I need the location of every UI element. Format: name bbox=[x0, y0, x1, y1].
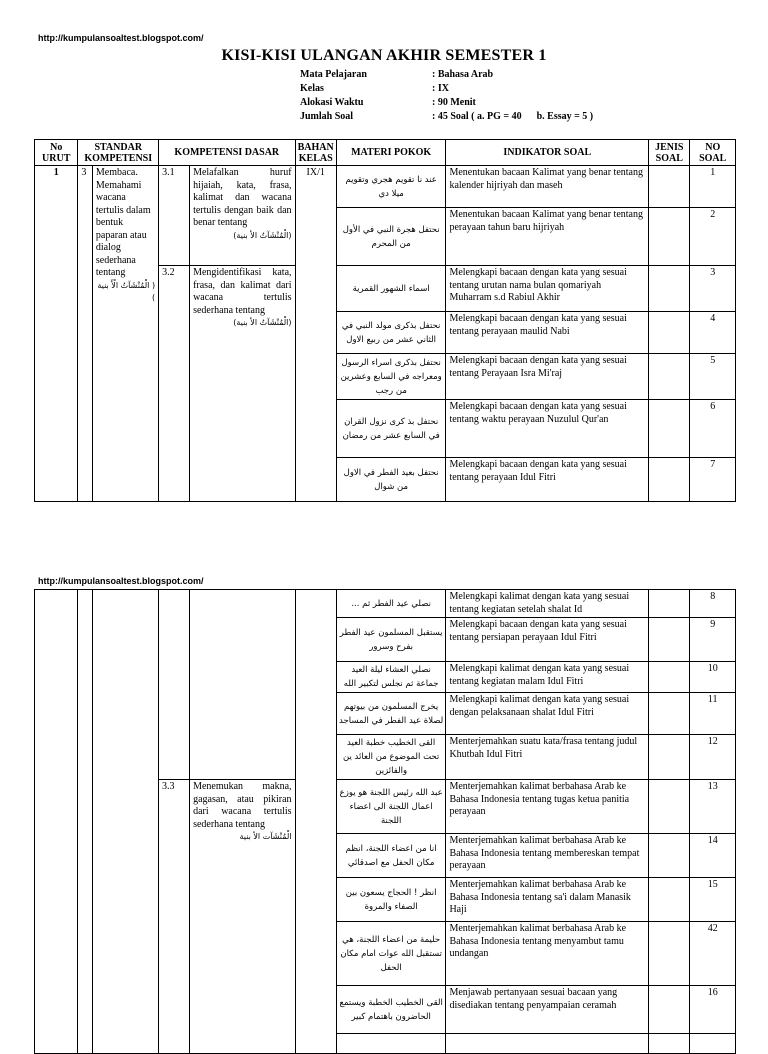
no-soal-cell: 2 bbox=[690, 208, 736, 266]
indikator-cell: Menterjemahkan kalimat berbahasa Arab ke Bahasa Indonesia tentang sa'i dalam Manasik Haji bbox=[446, 878, 649, 922]
kd1-text-cell bbox=[190, 166, 295, 266]
jenis-soal-cell bbox=[649, 208, 690, 266]
jenis-soal-cell bbox=[649, 166, 690, 208]
no-soal-cell: 1 bbox=[690, 166, 736, 208]
jenis-soal-cell bbox=[649, 662, 690, 693]
no-soal-cell bbox=[690, 1034, 736, 1054]
materi-cell: نحتفل بذ كرى نزول القران في السابع عشر من رمضان bbox=[336, 400, 446, 458]
no-soal-cell: 13 bbox=[690, 780, 736, 834]
kd1-number-cell: 3.1 bbox=[159, 166, 190, 266]
indikator-cell: Menentukan bacaan Kalimat yang benar tentang kalender hijriyah dan maseh bbox=[446, 166, 649, 208]
bahan-kelas-cell: IX/1 bbox=[295, 166, 336, 502]
materi-cell: انا من اعضاء اللجنة، انظم مكان الحفل مع اصدقائي bbox=[336, 834, 446, 878]
materi-cell: نحتفل بذكرى مولد النبي في الثاني عشر من ربيع الاول bbox=[336, 312, 446, 354]
materi-cell: القى الخطيب خطبة العيد تحت الموضوع من العائد ين والفائزين bbox=[336, 735, 446, 780]
no-soal-cell: 6 bbox=[690, 400, 736, 458]
kd3-text-cell bbox=[190, 780, 295, 1054]
meta-row-class bbox=[300, 82, 593, 96]
jenis-soal-cell bbox=[649, 780, 690, 834]
jenis-soal-cell bbox=[649, 878, 690, 922]
materi-cell: اسماء الشهور القمرية bbox=[336, 266, 446, 312]
indikator-cell: Melengkapi bacaan dengan kata yang sesuai tentang urutan nama bulan qomariyah Muharram s.d Rabiul Akhir bbox=[446, 266, 649, 312]
jenis-soal-cell bbox=[649, 354, 690, 400]
kisi-kisi-table-page1 bbox=[34, 139, 736, 502]
jenis-soal-cell bbox=[649, 1034, 690, 1054]
meta-value: : Bahasa Arab bbox=[432, 69, 494, 80]
indikator-cell: Melengkapi bacaan dengan kata yang sesuai tentang persiapan perayaan Idul Fitri bbox=[446, 618, 649, 662]
document-meta bbox=[300, 68, 593, 124]
materi-cell: يستقبل المسلمون عيد الفطر بفرح وسرور bbox=[336, 618, 446, 662]
indikator-cell: Menterjemahkan kalimat berbahasa Arab ke Bahasa Indonesia tentang membereskan tempat perayaan bbox=[446, 834, 649, 878]
meta-label: Alokasi Waktu bbox=[300, 97, 364, 108]
indikator-cell: Menentukan bacaan Kalimat yang benar tentang perayaan tahun baru hijriyah bbox=[446, 208, 649, 266]
jenis-soal-cell bbox=[649, 735, 690, 780]
indikator-cell: Menterjemahkan kalimat berbahasa Arab ke Bahasa Indonesia tentang menyambut tamu undangan bbox=[446, 922, 649, 986]
jenis-soal-cell bbox=[649, 590, 690, 618]
meta-label: Kelas bbox=[300, 83, 324, 94]
kd3-text: Menemukan makna, gagasan, atau pikiran dari wacana tertulis sederhana tentang bbox=[193, 781, 292, 830]
no-soal-cell: 9 bbox=[690, 618, 736, 662]
materi-cell: القى الخطيب الخطبة ويستمع الحاضرون باهتمام كبير bbox=[336, 986, 446, 1034]
indikator-cell: Melengkapi kalimat dengan kata yang sesuai tentang kegiatan malam Idul Fitri bbox=[446, 662, 649, 693]
jenis-soal-cell bbox=[649, 986, 690, 1034]
sk-number-cell bbox=[78, 590, 92, 1054]
no-soal-cell: 42 bbox=[690, 922, 736, 986]
no-urut-cell: 1 bbox=[35, 166, 78, 502]
kd2-arabic-text: (الْمُنْشَآتُ الأ بنية) bbox=[233, 318, 292, 327]
kd2-text: Mengidentifikasi kata, frasa, dan kalimat dari wacana tertulis sederhana tentang bbox=[193, 267, 292, 316]
indikator-cell: Melengkapi kalimat dengan kata yang sesuai dengan pelaksanaan shalat Idul Fitri bbox=[446, 693, 649, 735]
header-indikator-soal: INDIKATOR SOAL bbox=[446, 140, 649, 166]
no-soal-cell: 10 bbox=[690, 662, 736, 693]
sk-number-cell: 3 bbox=[78, 166, 92, 502]
no-urut-cell bbox=[35, 590, 78, 1054]
materi-cell bbox=[336, 1034, 446, 1054]
materi-cell: عبد الله رئيس اللجنة هو يوزع اعمال اللجنة الى اعضاء اللجنة bbox=[336, 780, 446, 834]
materi-cell: نحتفل بعيد الفطر في الاول من شوال bbox=[336, 458, 446, 502]
no-soal-cell: 5 bbox=[690, 354, 736, 400]
indikator-cell: Menjawab pertanyaan sesuai bacaan yang disediakan tentang penyampaian ceramah bbox=[446, 986, 649, 1034]
jenis-soal-cell bbox=[649, 458, 690, 502]
no-soal-cell: 8 bbox=[690, 590, 736, 618]
meta-row-subject bbox=[300, 68, 593, 82]
jenis-soal-cell bbox=[649, 312, 690, 354]
indikator-cell: Melengkapi bacaan dengan kata yang sesuai tentang perayaan maulid Nabi bbox=[446, 312, 649, 354]
sk-text-cell bbox=[92, 166, 158, 502]
indikator-cell: Melengkapi bacaan dengan kata yang sesuai tentang perayaan Idul Fitri bbox=[446, 458, 649, 502]
meta-row-count bbox=[300, 110, 593, 124]
no-soal-cell: 16 bbox=[690, 986, 736, 1034]
no-soal-cell: 11 bbox=[690, 693, 736, 735]
materi-cell: نحتفل بذكرى اسراء الرسول ومعراجه في السابع وعشرين من رجب bbox=[336, 354, 446, 400]
kd2-text-cell bbox=[190, 266, 295, 502]
no-soal-cell: 4 bbox=[690, 312, 736, 354]
meta-row-time bbox=[300, 96, 593, 110]
no-soal-cell: 3 bbox=[690, 266, 736, 312]
meta-value: : 45 Soal ( a. PG = 40 b. Essay = 5 ) bbox=[432, 111, 594, 122]
header-materi-pokok: MATERI POKOK bbox=[336, 140, 446, 166]
indikator-cell: Melengkapi bacaan dengan kata yang sesuai tentang Perayaan Isra Mi'raj bbox=[446, 354, 649, 400]
materi-cell: نحتفل هجرة النبي في الأول من المحرم bbox=[336, 208, 446, 266]
materi-cell: نصلي عيد الفطر ثم ... bbox=[336, 590, 446, 618]
no-soal-cell: 15 bbox=[690, 878, 736, 922]
sk-text: Membaca. Memahami wacana tertulis dalam bentuk paparan atau dialog sederhana tentang bbox=[95, 167, 151, 278]
header-no-urut: No URUT bbox=[35, 140, 78, 166]
jenis-soal-cell bbox=[649, 266, 690, 312]
sk-arabic-text: ( الْمُنْشَآتُ الْأَ بنية ) bbox=[97, 280, 156, 302]
header-kompetensi-dasar: KOMPETENSI DASAR bbox=[159, 140, 295, 166]
source-url-page2[interactable]: http://kumpulansoaltest.blogspot.com/ bbox=[38, 576, 204, 586]
meta-label: Jumlah Soal bbox=[300, 111, 354, 122]
indikator-cell: Menterjemahkan kalimat berbahasa Arab ke Bahasa Indonesia tentang tugas ketua panitia perayaan bbox=[446, 780, 649, 834]
kd3-number-cell: 3.3 bbox=[159, 780, 190, 1054]
sk-text-cell bbox=[92, 590, 158, 1054]
indikator-cell: Melengkapi kalimat dengan kata yang sesuai tentang kegiatan setelah shalat Id bbox=[446, 590, 649, 618]
kd1-arabic-text: (الْمُنْشَآتُ الأ بنية) bbox=[233, 230, 292, 240]
kd1-text: Melafalkan huruf hijaiah, kata, frasa, kalimat dan wacana tertulis dengan baik dan benar tentang bbox=[193, 167, 292, 228]
materi-cell: عند نا تقويم هجري وتقويم ميلا دي bbox=[336, 166, 446, 208]
header-bahan-kelas: BAHAN KELAS bbox=[295, 140, 336, 166]
kd3-arabic-text: الْمُنْشَآت الأ بنية bbox=[239, 832, 292, 841]
indikator-cell bbox=[446, 1034, 649, 1054]
no-soal-cell: 12 bbox=[690, 735, 736, 780]
jenis-soal-cell bbox=[649, 693, 690, 735]
kisi-kisi-table-page2 bbox=[34, 589, 736, 1054]
source-url[interactable]: http://kumpulansoaltest.blogspot.com/ bbox=[38, 33, 204, 43]
no-soal-cell: 14 bbox=[690, 834, 736, 878]
bahan-kelas-cell bbox=[295, 590, 336, 1054]
meta-value: : 90 Menit bbox=[432, 97, 476, 108]
materi-cell: نصلي العشاء ليلة العيد جماعة ثم نجلس لتكبير الله bbox=[336, 662, 446, 693]
jenis-soal-cell bbox=[649, 618, 690, 662]
indikator-cell: Melengkapi bacaan dengan kata yang sesuai tentang waktu perayaan Nuzulul Qur'an bbox=[446, 400, 649, 458]
kd-text-cell bbox=[190, 590, 295, 780]
no-soal-cell: 7 bbox=[690, 458, 736, 502]
meta-label: Mata Pelajaran bbox=[300, 69, 367, 80]
document-title: KISI-KISI ULANGAN AKHIR SEMESTER 1 bbox=[221, 47, 547, 64]
materi-cell: يخرج المسلمون من بيوتهم لصلاة عيد الفطر في المساجد bbox=[336, 693, 446, 735]
jenis-soal-cell bbox=[649, 922, 690, 986]
meta-value: : IX bbox=[432, 83, 449, 94]
jenis-soal-cell bbox=[649, 834, 690, 878]
indikator-cell: Menterjemahkan suatu kata/frasa tentang judul Khutbah Idul Fitri bbox=[446, 735, 649, 780]
header-standar-kompetensi: STANDAR KOMPETENSI bbox=[78, 140, 159, 166]
kd-number-cell bbox=[159, 590, 190, 780]
materi-cell: انظر ! الحجاج يسعون بين الصفاء والمروة bbox=[336, 878, 446, 922]
materi-cell: حليمة من اعضاء اللجنة، هي تستقبل الله عوات امام مكان الحفل bbox=[336, 922, 446, 986]
jenis-soal-cell bbox=[649, 400, 690, 458]
kd2-number-cell: 3.2 bbox=[159, 266, 190, 502]
header-jenis-soal: JENIS SOAL bbox=[649, 140, 690, 166]
header-no-soal: NO SOAL bbox=[690, 140, 736, 166]
